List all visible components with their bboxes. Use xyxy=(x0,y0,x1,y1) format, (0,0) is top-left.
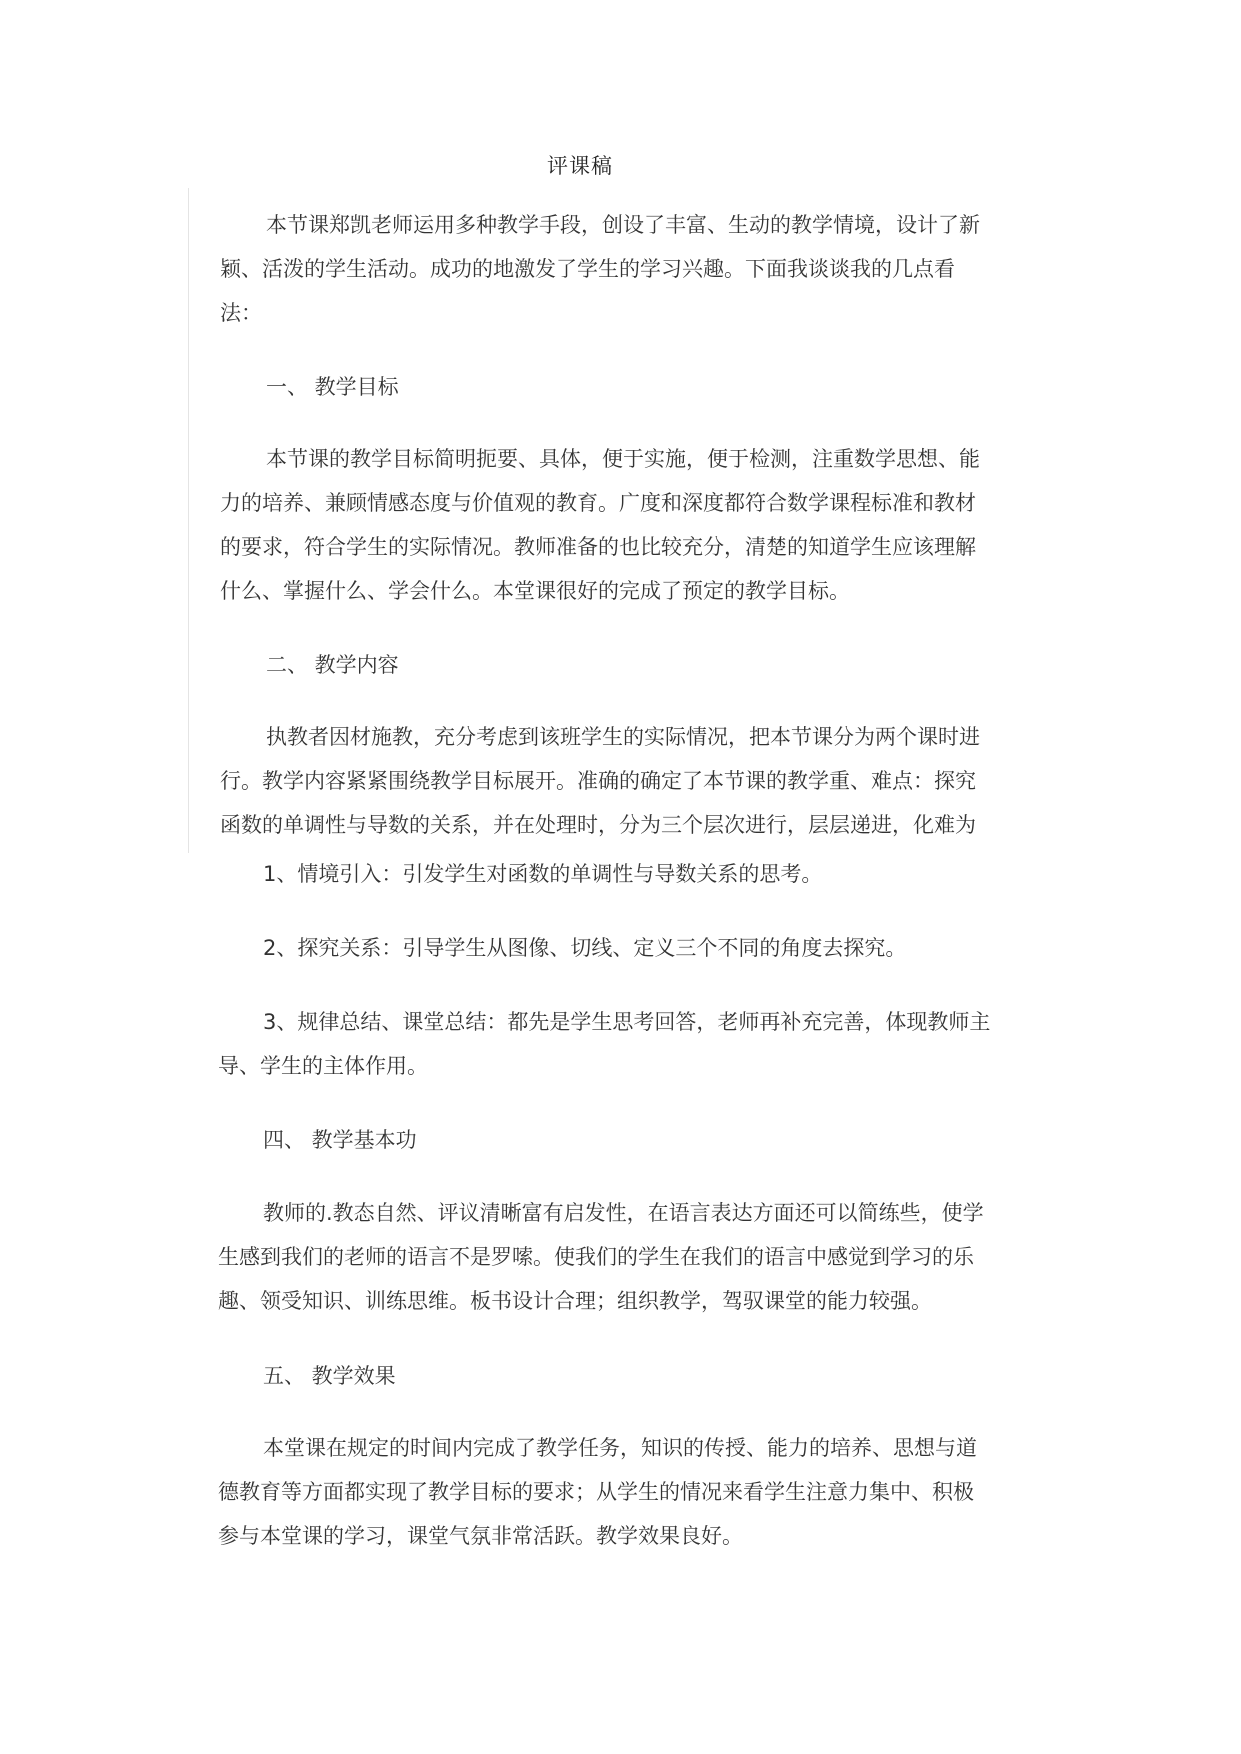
skills-line: 教师的.教态自然、评议清晰富有启发性，在语言表达方面还可以简练些，使学 xyxy=(263,1201,984,1225)
skills-line: 趣、领受知识、训练思维。板书设计合理；组织教学，驾驭课堂的能力较强。 xyxy=(218,1289,932,1313)
goals-line: 本节课的教学目标简明扼要、具体，便于实施，便于检测，注重数学思想、能 xyxy=(266,447,980,471)
content-line: 函数的单调性与导数的关系，并在处理时，分为三个层次进行，层层递进，化难为 xyxy=(220,813,976,837)
intro-line: 本节课郑凯老师运用多种教学手段，创设了丰富、生动的教学情境，设计了新 xyxy=(266,213,980,237)
content-line: 执教者因材施教，充分考虑到该班学生的实际情况，把本节课分为两个课时进 xyxy=(266,725,980,749)
page-title: 评课稿 xyxy=(547,154,613,178)
goals-line: 什么、掌握什么、学会什么。本堂课很好的完成了预定的教学目标。 xyxy=(220,579,850,603)
section-heading-effect: 五、 教学效果 xyxy=(263,1364,396,1388)
left-margin-rule xyxy=(188,188,189,853)
effect-line: 参与本堂课的学习，课堂气氛非常活跃。教学效果良好。 xyxy=(218,1524,743,1548)
section-heading-content: 二、 教学内容 xyxy=(266,653,399,677)
step-item: 3、规律总结、课堂总结：都先是学生思考回答，老师再补充完善，体现教师主 xyxy=(263,1010,991,1034)
step-item: 1、情境引入：引发学生对函数的单调性与导数关系的思考。 xyxy=(263,862,823,886)
step-item-continuation: 导、学生的主体作用。 xyxy=(218,1054,428,1078)
goals-line: 力的培养、兼顾情感态度与价值观的教育。广度和深度都符合数学课程标准和教材 xyxy=(220,491,976,515)
effect-line: 德教育等方面都实现了教学目标的要求；从学生的情况来看学生注意力集中、积极 xyxy=(218,1480,974,1504)
skills-line: 生感到我们的老师的语言不是罗嗦。使我们的学生在我们的语言中感觉到学习的乐 xyxy=(218,1245,974,1269)
section-heading-goals: 一、 教学目标 xyxy=(266,375,399,399)
intro-line: 法： xyxy=(220,301,262,325)
section-heading-skills: 四、 教学基本功 xyxy=(263,1128,417,1152)
content-line: 行。教学内容紧紧围绕教学目标展开。准确的确定了本节课的教学重、难点：探究 xyxy=(220,769,976,793)
intro-line: 颖、活泼的学生活动。成功的地激发了学生的学习兴趣。下面我谈谈我的几点看 xyxy=(220,257,955,281)
effect-line: 本堂课在规定的时间内完成了教学任务，知识的传授、能力的培养、思想与道 xyxy=(263,1436,977,1460)
goals-line: 的要求，符合学生的实际情况。教师准备的也比较充分，清楚的知道学生应该理解 xyxy=(220,535,976,559)
step-item: 2、探究关系：引导学生从图像、切线、定义三个不同的角度去探究。 xyxy=(263,936,907,960)
